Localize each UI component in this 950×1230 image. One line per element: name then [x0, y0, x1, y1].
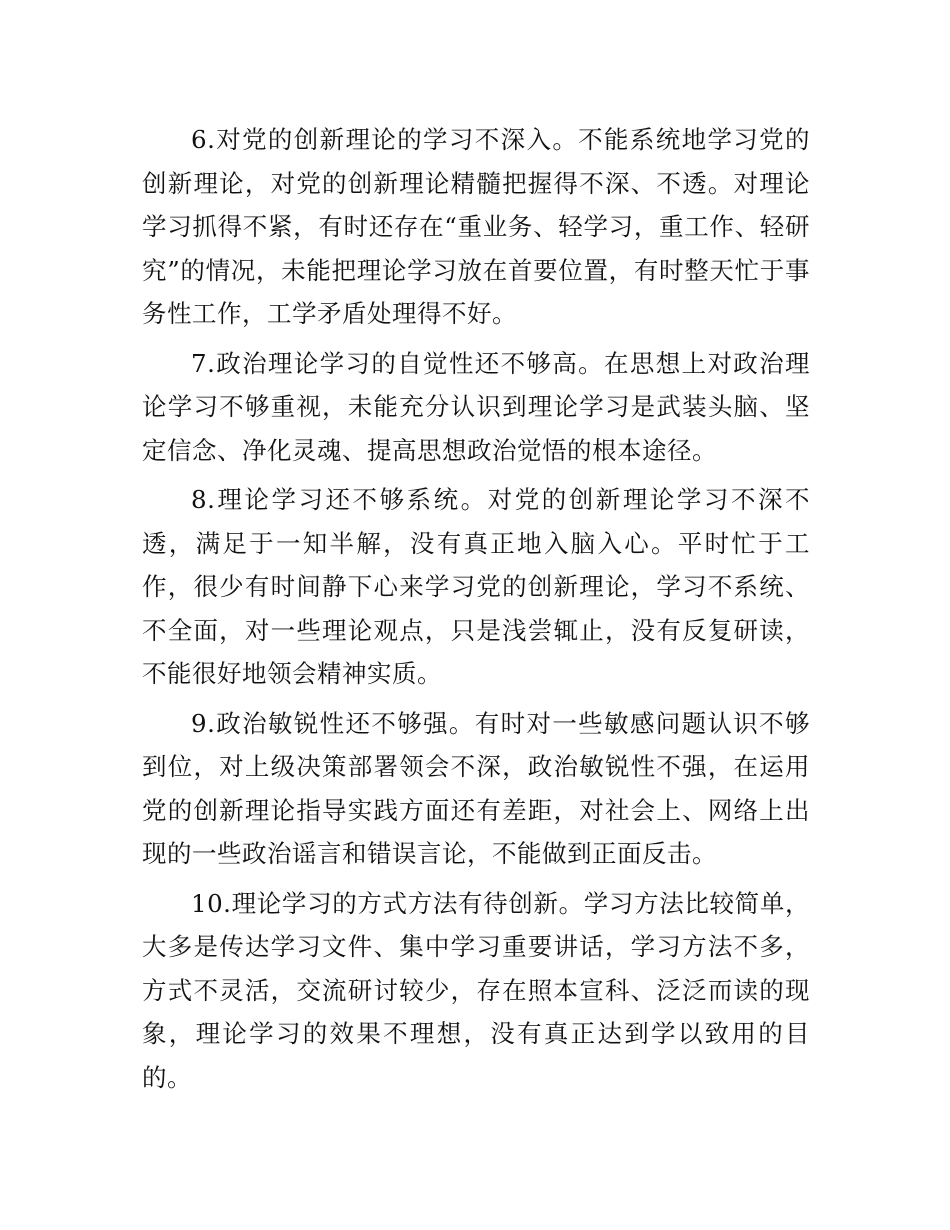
- paragraph-item-10: 10.理论学习的方式方法有待创新。学习方法比较简单，大多是传达学习文件、集中学习重要讲话，学习方法不多，方式不灵活，交流研讨较少，存在照本宣科、泛泛而读的现象，理论学习的效果不理想，没有真正达到学以致用的目的。: [142, 888, 810, 1092]
- paragraph-item-6: 6.对党的创新理论的学习不深入。不能系统地学习党的创新理论，对党的创新理论精髓把握得不深、不透。对理论学习抓得不紧，有时还存在“重业务、轻学习，重工作、轻研究”的情况，未能把理论学习放在首要位置，有时整天忙于事务性工作，工学矛盾处理得不好。: [142, 125, 810, 328]
- paragraph-item-9: 9.政治敏锐性还不够强。有时对一些敏感问题认识不够到位，对上级决策部署领会不深，政治敏锐性不强，在运用党的创新理论指导实践方面还有差距，对社会上、网络上出现的一些政治谣言和错误言论，不能做到正面反击。: [142, 708, 810, 868]
- document-body: [142, 118, 810, 1105]
- paragraph-item-8: 8.理论学习还不够系统。对党的创新理论学习不深不透，满足于一知半解，没有真正地入脑入心。平时忙于工作，很少有时间静下心来学习党的创新理论，学习不系统、不全面，对一些理论观点，只是浅尝辄止，没有反复研读，不能很好地领会精神实质。: [142, 485, 810, 688]
- paragraph-item-7: 7.政治理论学习的自觉性还不够高。在思想上对政治理论学习不够重视，未能充分认识到理论学习是武装头脑、坚定信念、净化灵魂、提高思想政治觉悟的根本途径。: [142, 348, 810, 465]
